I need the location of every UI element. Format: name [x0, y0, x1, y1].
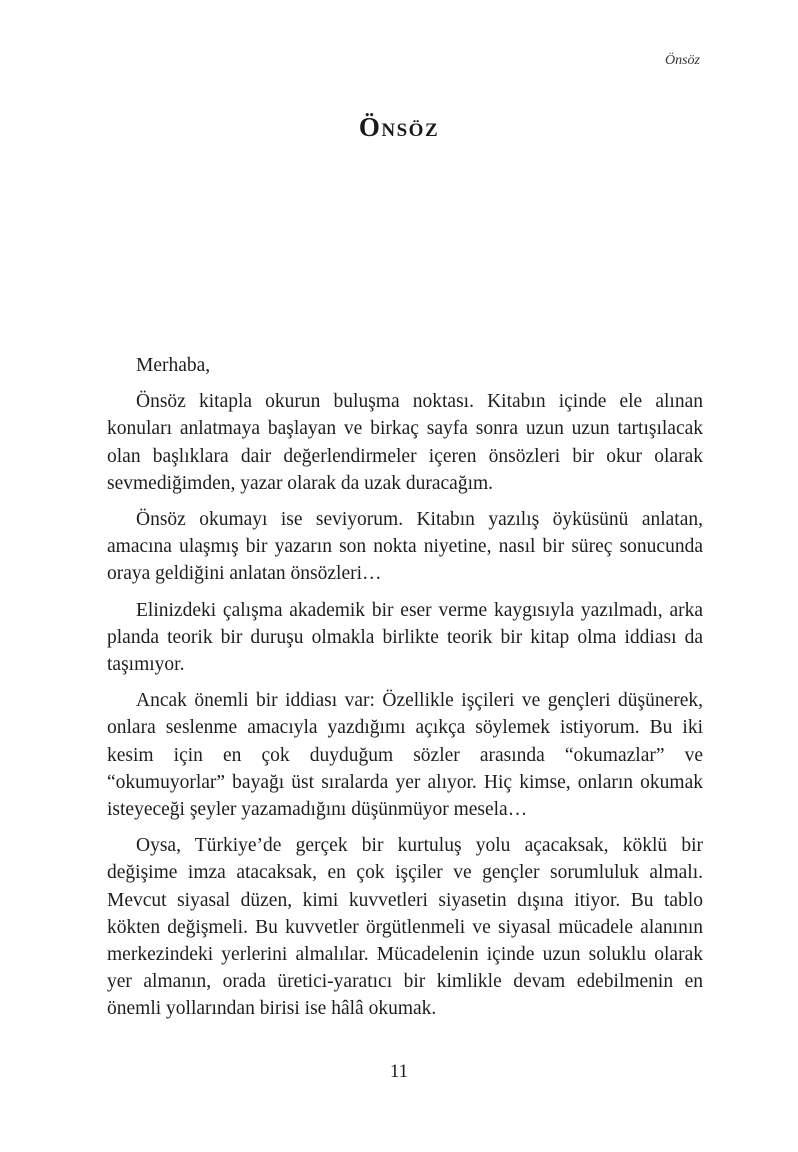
paragraph: Önsöz kitapla okurun buluşma noktası. Kitabın içinde ele alınan konuları anlatmaya başlayan ve birkaç sayfa sonra uzun uzun tartışılacak olan başlıklara dair değerlendirmeler içeren önsözleri bir okur olarak sevmediğimden, yazar olarak da uzak duracağım.	[107, 391, 703, 494]
chapter-title: Önsöz	[358, 112, 440, 142]
paragraph: Oysa, Türkiye’de gerçek bir kurtuluş yolu açacaksak, köklü bir değişime imza atacaksak, en çok işçiler ve gençler sorumluluk almalı. Mevcut siyasal düzen, kimi kuvvetleri siyasetin dışına itiyor. Bu tablo kökten değişmeli. Bu kuvvetler örgütlenmeli ve siyasal mücadele alanının merkezindeki yerlerini almalılar. Mücadelenin içinde uzun soluklu olarak yer almanın, orada üretici-yaratıcı bir kimlikle devam edebilmenin en önemli yollarından birisi ise hâlâ okumak.	[107, 835, 703, 1020]
running-header: Önsöz	[664, 53, 700, 68]
body-text	[107, 352, 703, 1032]
paragraph: Önsöz okumayı ise seviyorum. Kitabın yazılış öyküsünü anlatan, amacına ulaşmış bir yazarın son nokta niyetine, nasıl bir süreç sonucunda oraya geldiğini anlatan önsözleri…	[107, 509, 703, 585]
paragraph: Ancak önemli bir iddiası var: Özellikle işçileri ve gençleri düşünerek, onlara seslenme amacıyla yazdığımı açıkça söylemek istiyorum. Bu iki kesim için en çok duyduğum sözler arasında “okumazlar” ve “okumuyorlar” bayağı üst sıralarda yer alıyor. Hiç kimse, onların okumak isteyeceği şeyler yazamadığını düşünmüyor mesela…	[107, 690, 703, 821]
page-number: 11	[389, 1061, 409, 1082]
paragraph-greeting: Merhaba,	[136, 355, 211, 376]
paragraph: Elinizdeki çalışma akademik bir eser verme kaygısıyla yazılmadı, arka planda teorik bir duruşu olmakla birlikte teorik bir kitap olma iddiası da taşımıyor.	[107, 599, 703, 676]
